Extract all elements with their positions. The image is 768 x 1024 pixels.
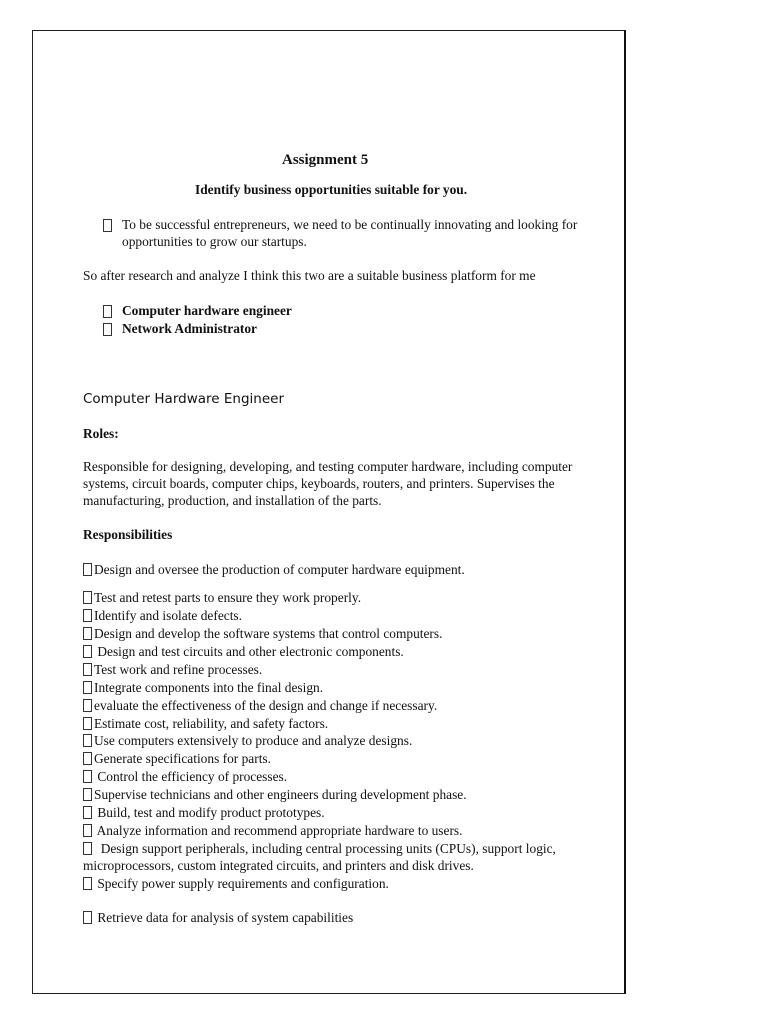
responsibility-text: Specify power supply requirements and configuration.	[94, 876, 389, 891]
responsibility-item	[83, 697, 437, 714]
responsibility-item	[83, 822, 462, 839]
responsibility-item	[83, 750, 271, 767]
choice-item: Network Administrator	[122, 321, 258, 336]
responsibility-text: Generate specifications for parts.	[94, 751, 271, 766]
responsibility-text: evaluate the effectiveness of the design and change if necessary.	[94, 698, 438, 713]
bullet-icon	[103, 303, 114, 320]
bullet-icon	[83, 717, 92, 730]
responsibility-item	[83, 643, 404, 660]
responsibility-text: microprocessors, custom integrated circuits, and printers and disk drives.	[83, 858, 474, 873]
roles-line: Responsible for designing, developing, and testing computer hardware, including computer	[83, 459, 573, 474]
responsibility-text: Design support peripherals, including central processing units (CPUs), support logic,	[94, 841, 556, 856]
bullet-icon	[83, 699, 92, 712]
bullet-icon	[83, 663, 92, 676]
responsibility-continuation	[83, 857, 474, 874]
responsibility-item	[83, 607, 242, 624]
responsibility-item	[83, 625, 442, 642]
responsibility-item	[83, 840, 556, 857]
responsibility-item	[83, 909, 353, 926]
bullet-icon	[83, 645, 92, 658]
responsibility-text: Design and test circuits and other electronic components.	[94, 644, 404, 659]
intro-line: opportunities to grow our startups.	[122, 234, 307, 249]
responsibility-item	[83, 561, 465, 578]
choice-item: Computer hardware engineer	[122, 303, 292, 318]
responsibility-item	[83, 589, 361, 606]
section-heading: Computer Hardware Engineer	[83, 391, 284, 407]
responsibility-text: Integrate components into the final design.	[94, 680, 324, 695]
responsibility-item	[83, 804, 325, 821]
bullet-icon	[83, 877, 92, 890]
responsibility-text: Supervise technicians and other engineers during development phase.	[94, 787, 467, 802]
responsibility-item	[83, 875, 389, 892]
bullet-icon	[83, 734, 92, 747]
bullet-icon	[83, 627, 92, 640]
bullet-icon	[83, 824, 92, 837]
bullet-icon	[83, 842, 92, 855]
bullet-icon	[83, 911, 92, 924]
bullet-icon	[83, 563, 92, 576]
intro-line: To be successful entrepreneurs, we need to be continually innovating and looking for	[122, 217, 578, 232]
responsibilities-heading: Responsibilities	[83, 527, 173, 542]
responsibility-text: Control the efficiency of processes.	[94, 769, 288, 784]
responsibility-text: Design and develop the software systems that control computers.	[94, 626, 443, 641]
responsibility-text: Build, test and modify product prototypes.	[94, 805, 325, 820]
responsibility-item	[83, 679, 323, 696]
responsibility-item	[83, 715, 328, 732]
responsibility-item	[83, 661, 262, 678]
responsibility-text: Use computers extensively to produce and analyze designs.	[94, 733, 413, 748]
responsibility-item	[83, 768, 287, 785]
roles-heading: Roles:	[83, 426, 119, 441]
responsibility-item	[83, 786, 467, 803]
roles-line: manufacturing, production, and installation of the parts.	[83, 493, 382, 508]
responsibility-item	[83, 732, 412, 749]
roles-line: systems, circuit boards, computer chips, keyboards, routers, and printers. Supervises the	[83, 476, 555, 491]
bullet-icon	[83, 752, 92, 765]
bullet-icon	[83, 806, 92, 819]
bullet-icon	[83, 770, 92, 783]
bullet-icon	[83, 609, 92, 622]
research-text: So after research and analyze I think this two are a suitable business platform for me	[83, 268, 536, 283]
document-subtitle: Identify business opportunities suitable for you.	[195, 182, 468, 197]
bullet-icon	[103, 217, 114, 234]
bullet-icon	[103, 321, 114, 338]
bullet-icon	[83, 681, 92, 694]
responsibility-text: Identify and isolate defects.	[94, 608, 242, 623]
responsibility-text: Analyze information and recommend appropriate hardware to users.	[94, 823, 463, 838]
bullet-icon	[83, 788, 92, 801]
responsibility-text: Test and retest parts to ensure they work properly.	[94, 590, 362, 605]
responsibility-text: Design and oversee the production of computer hardware equipment.	[94, 562, 465, 577]
responsibility-text: Test work and refine processes.	[94, 662, 263, 677]
document-title: Assignment 5	[282, 152, 369, 168]
responsibility-text: Retrieve data for analysis of system capabilities	[94, 910, 354, 925]
responsibility-text: Estimate cost, reliability, and safety factors.	[94, 716, 329, 731]
bullet-icon	[83, 591, 92, 604]
